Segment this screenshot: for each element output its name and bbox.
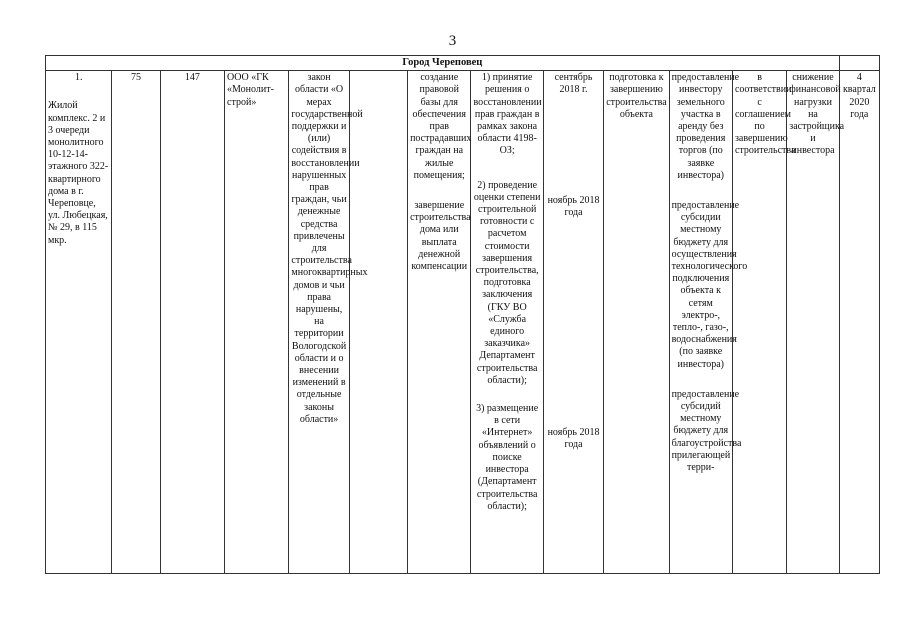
goal-1: создание правовой базы для обеспечения прав пострадавших граждан на жилые помещения; [410, 72, 472, 181]
support-cell [669, 71, 748, 574]
support-2: предоставление субсидии местному бюджету для осуществления технологического подключения объекта к сетям электро-, тепло-, газо-, водоснабжения (по заявке инвестора) [671, 200, 748, 370]
count-b: 147 [160, 71, 224, 574]
goal-2: завершение строительства дома или выплата денежной компенсации [410, 200, 471, 273]
goals-cell [408, 71, 471, 574]
empty-column [349, 71, 407, 574]
city-header-empty [839, 56, 879, 71]
dates-cell [543, 71, 603, 574]
measure-2: 2) проведение оценки степени строительной готовности с расчетом стоимости завершения строительства, подготовка заключения (ГКУ ВО «Служба единого заказчика» Департамент строительства области); [473, 179, 541, 386]
object-description: Жилой комплекс. 2 и 3 очереди монолитного 10-12-14-этажного 322-квартирного дома в г. Череповце, ул. Любецкая, № 29, в 115 мкр. [48, 100, 109, 246]
row-number: 1. [74, 72, 83, 84]
table-row [46, 71, 880, 574]
date-3: ноябрь 2018 года [547, 427, 600, 451]
compliance-cell: в соответствии с соглашением по завершению строительства [732, 71, 786, 574]
result-cell: подготовка к завершению строительства объекта [604, 71, 669, 574]
measure-3: 3) размещение в сети «Интернет» объявлений о поиске инвестора (Департамент строительства области); [476, 403, 539, 512]
measures-table [45, 55, 880, 574]
city-header-row [46, 56, 880, 71]
page-number: 3 [448, 33, 457, 49]
support-3: предоставление субсидий местному бюджету для благоустройства прилегающей терри- [671, 388, 742, 474]
reduction-cell: снижение финансовой нагрузки на застройщика и инвестора [787, 71, 839, 574]
object-cell [46, 71, 112, 574]
support-1: предоставление инвестору земельного участка в аренду без проведения торгов (по заявке инвестора) [671, 72, 740, 181]
deadline-cell: 4 квартал 2020 года [839, 71, 879, 574]
count-a: 75 [112, 71, 160, 574]
city-header: Город Череповец [46, 56, 840, 71]
measures-cell [471, 71, 543, 574]
legal-basis: закон области «О мерах государственной поддержки и (или) содействия в восстановлении нарушенных прав граждан, чьи денежные средства привлечены для строительства многоквартирных домов и чьи права нарушены, на территории Вологодской области и о внесении изменений в отдельные законы области» [289, 71, 349, 574]
date-1: сентябрь 2018 г. [554, 72, 593, 96]
measure-1: 1) принятие решения о восстановлении прав граждан в рамках закона области 4198-ОЗ; [473, 72, 542, 157]
developer: ООО «ГК «Монолит-строй» [225, 71, 289, 574]
date-2: ноябрь 2018 года [547, 194, 600, 218]
